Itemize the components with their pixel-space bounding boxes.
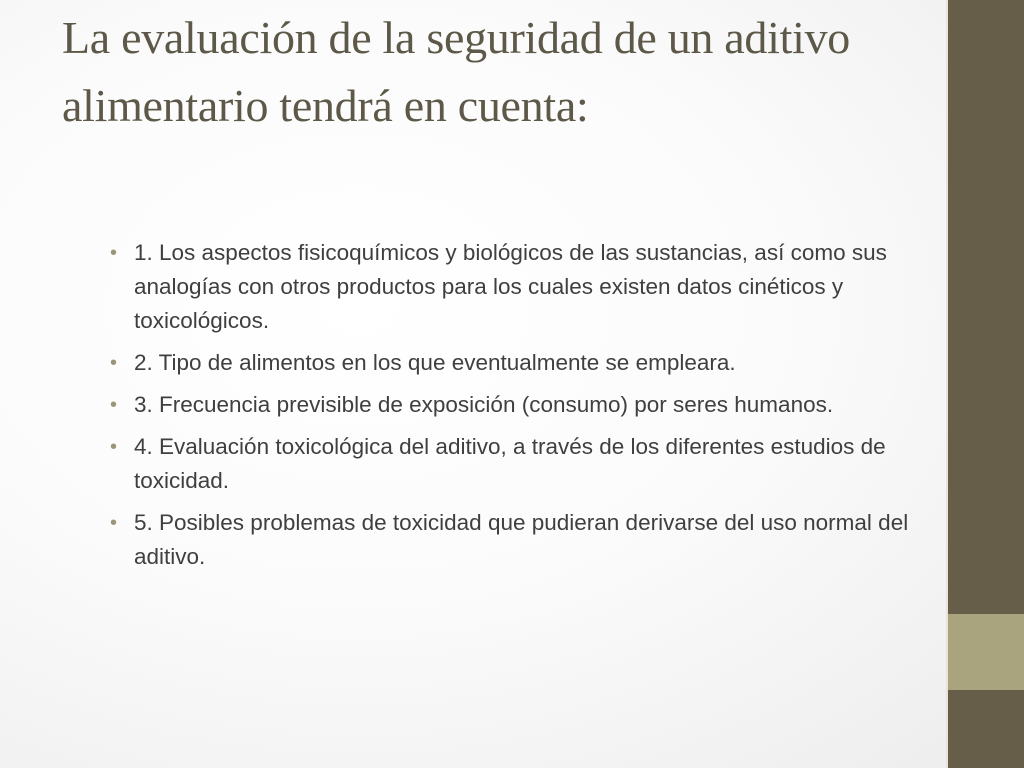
list-item-text: 1. Los aspectos fisicoquímicos y biológicos de las sustancias, así como sus analogías con otros productos para los cuales existen datos cinéticos y toxicológicos. [134,240,887,333]
list-item-text: 3. Frecuencia previsible de exposición (consumo) por seres humanos. [134,392,834,417]
list-item-text: 5. Posibles problemas de toxicidad que pudieran derivarse del uso normal del aditivo. [134,510,909,569]
list-item-text: 4. Evaluación toxicológica del aditivo, a través de los diferentes estudios de toxicidad. [134,434,886,493]
bullet-icon: • [110,394,118,416]
bullet-icon: • [110,242,118,264]
bullet-icon: • [110,352,118,374]
bullet-list [104,236,914,582]
slide-title: La evaluación de la seguridad de un aditivo alimentario tendrá en cuenta: [62,12,850,131]
list-item [104,430,914,498]
list-item [104,506,914,574]
list-item-text: 2. Tipo de alimentos en los que eventualmente se empleara. [134,350,736,375]
bullet-icon: • [110,512,118,534]
list-item [104,346,914,380]
bullet-icon: • [110,436,118,458]
list-item [104,236,914,338]
side-accent-block [948,614,1024,690]
list-item [104,388,914,422]
